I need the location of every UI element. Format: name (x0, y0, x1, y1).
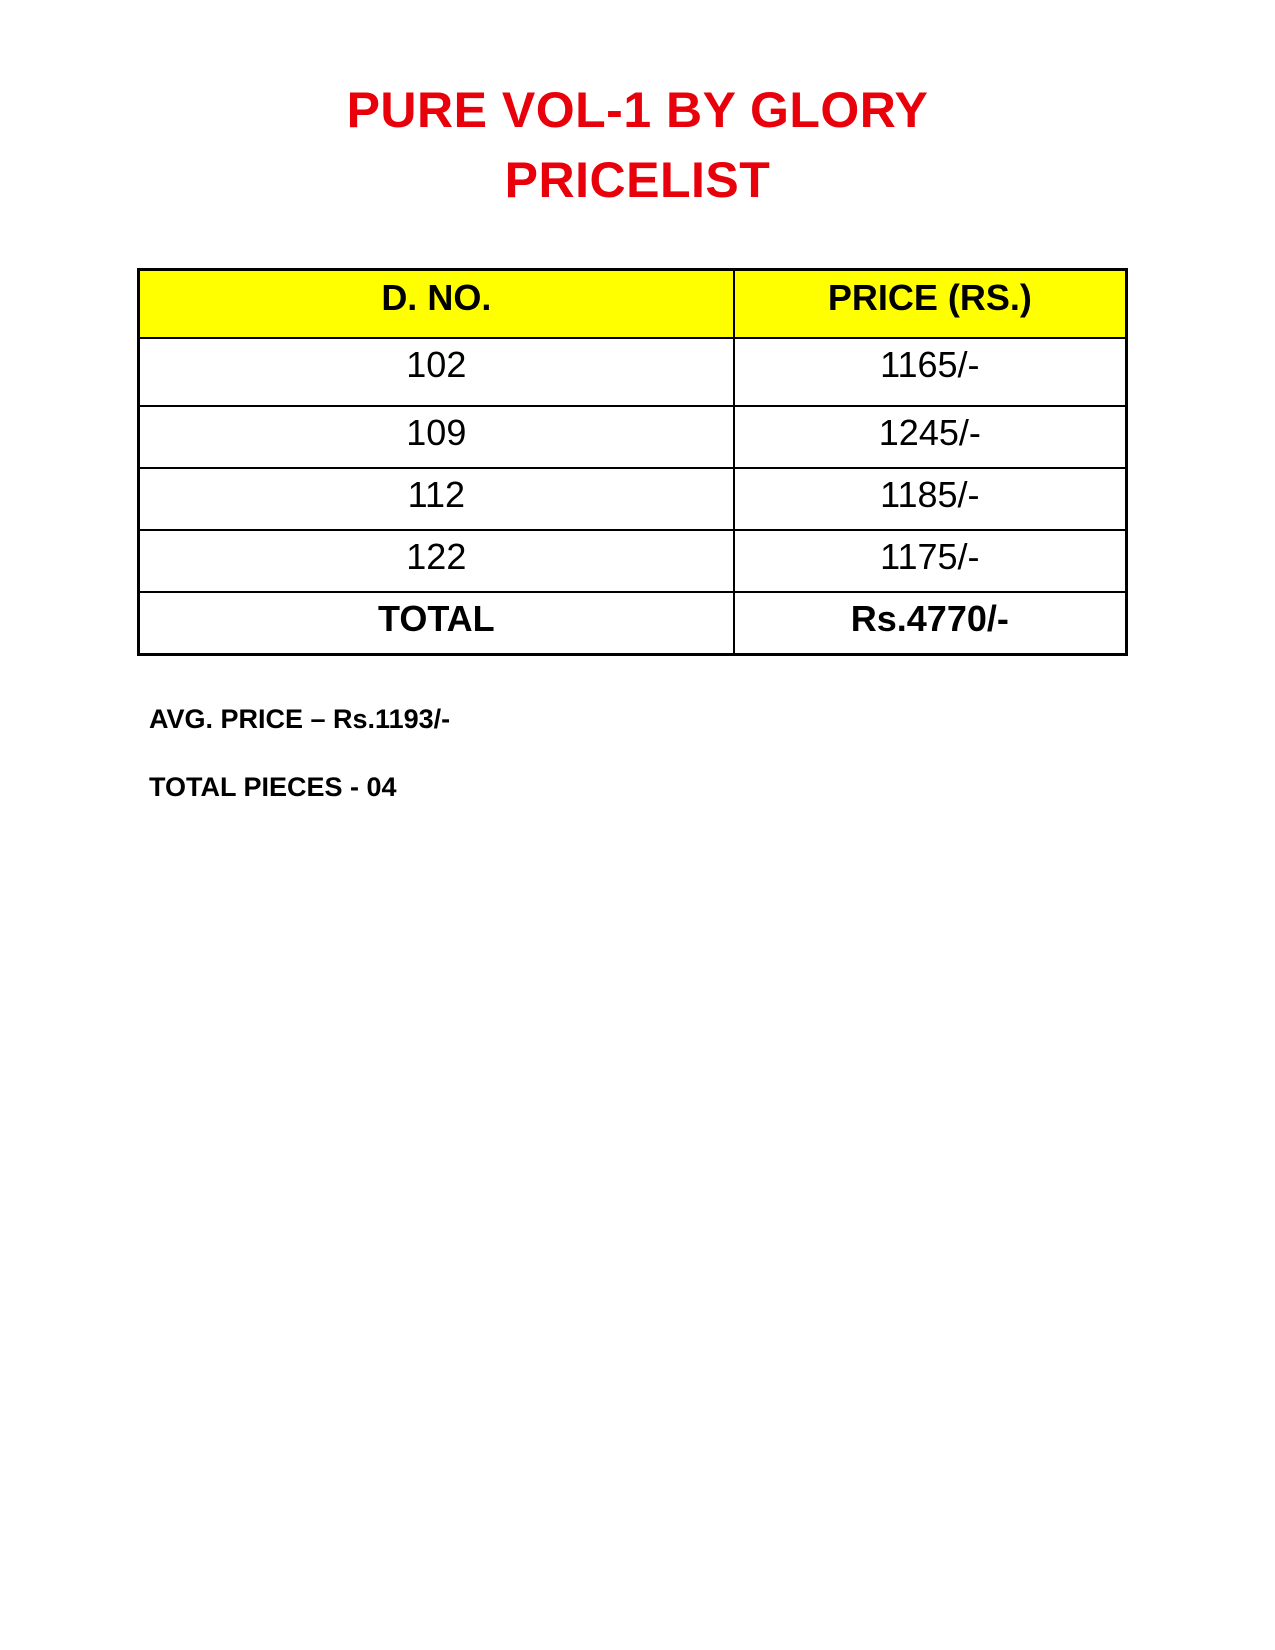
page-title: PURE VOL-1 BY GLORY (346, 82, 929, 138)
total-label: TOTAL (139, 592, 734, 655)
table-row (139, 468, 1127, 530)
table-row (139, 530, 1127, 592)
design-number-cell: 122 (139, 530, 734, 592)
total-value: Rs.4770/- (734, 592, 1127, 655)
page-subtitle: PRICELIST (504, 152, 771, 208)
total-pieces-text: TOTAL PIECES - 04 (149, 772, 397, 802)
table-row (139, 338, 1127, 406)
price-cell: 1165/- (734, 338, 1127, 406)
price-cell: 1185/- (734, 468, 1127, 530)
design-number-cell: 109 (139, 406, 734, 468)
table-row (139, 406, 1127, 468)
price-cell: 1245/- (734, 406, 1127, 468)
column-header-price: PRICE (RS.) (734, 270, 1127, 339)
price-cell: 1175/- (734, 530, 1127, 592)
table-header-row (139, 270, 1127, 339)
price-table (137, 268, 1128, 656)
design-number-cell: 112 (139, 468, 734, 530)
design-number-cell: 102 (139, 338, 734, 406)
table-total-row (139, 592, 1127, 655)
average-price-text: AVG. PRICE – Rs.1193/- (149, 704, 451, 734)
column-header-design-number: D. NO. (139, 270, 734, 339)
